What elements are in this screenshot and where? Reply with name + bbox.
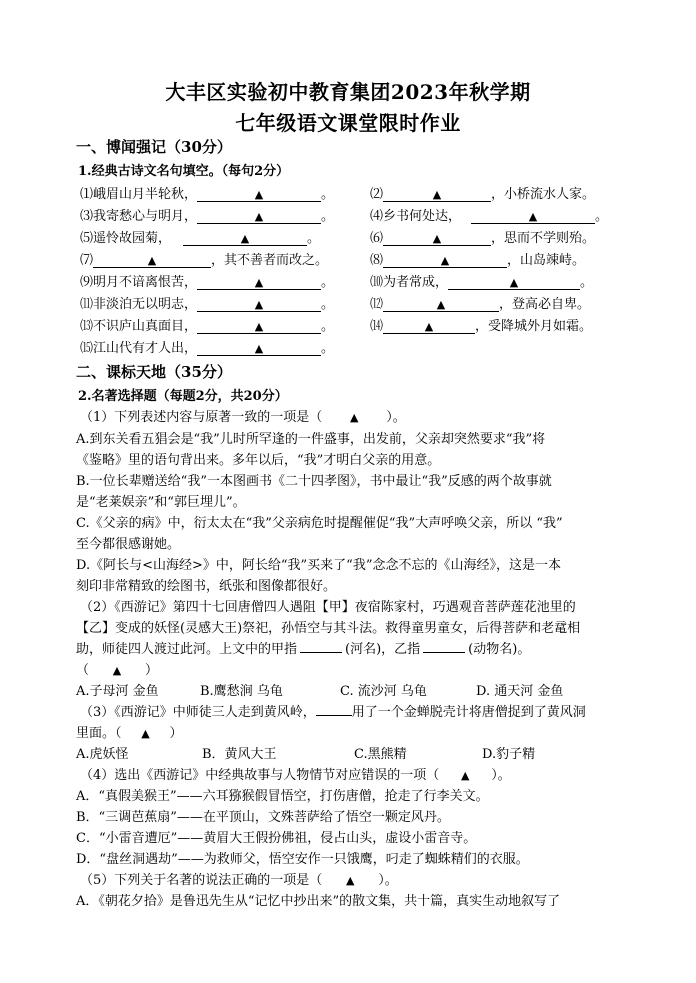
q2-1-option-c-cont: 至今都很感谢她。: [76, 537, 181, 552]
q2-4-option-a: A．“真假美猴王”——六耳猕猴假冒悟空，打伤唐僧，抢走了行李关文。: [76, 789, 489, 804]
option-d[interactable]: D.豹子精: [482, 747, 536, 762]
answer-blank[interactable]: ▲: [197, 341, 321, 356]
option-c[interactable]: C.黑熊精: [354, 747, 407, 762]
q2-1-option-c: C.《父亲的病》中，衍太太在“我”父亲病危时提醒催促“我”大声呼唤父亲，所以 “我”: [76, 516, 563, 531]
answer-blank[interactable]: ▲: [383, 297, 499, 312]
poem-1: ⑴峨眉山月半轮秋， ▲ 。: [80, 187, 335, 202]
answer-blank[interactable]: ▲: [383, 319, 475, 334]
answer-blank[interactable]: ▲: [197, 209, 321, 224]
poem-13: ⒀不识庐山真面目， ▲ 。: [80, 319, 335, 334]
section-1-heading: 一、博闻强记（30分）: [76, 138, 232, 156]
answer-blank[interactable]: ▲: [383, 187, 491, 202]
q2-heading: 2.名著选择题（每题2分，共20分）: [78, 389, 288, 404]
answer-blank[interactable]: ▲: [93, 253, 211, 268]
answer-blank[interactable]: ▲: [383, 253, 507, 268]
q2-4-option-d: D．“盘丝洞遇劫”——为救师父，悟空安作一只饿鹰，叼走了蜘蛛精们的衣服。: [76, 852, 529, 867]
answer-blank[interactable]: ▲: [197, 297, 321, 312]
q2-3-stem-line1: （3）《西游记》中师徒三人走到黄风岭， 用了一个金蝉脱壳计将唐僧捉到了黄风洞: [80, 701, 586, 720]
poem-8: ⑻ ▲ ，山岛竦峙。: [370, 253, 586, 268]
poem-2: ⑵ ▲ ，小桥流水人家。: [370, 187, 596, 202]
q1-heading: 1.经典古诗文名句填空。（每句2分）: [78, 164, 290, 179]
answer-blank[interactable]: [316, 701, 352, 716]
poem-11: ⑾非淡泊无以明志， ▲ 。: [80, 297, 335, 312]
option-a[interactable]: A.虎妖怪: [76, 747, 129, 762]
answer-blank[interactable]: ▲: [197, 319, 321, 334]
poem-7: ⑺ ▲ ，其不善者而改之。: [80, 253, 329, 268]
poem-4: ⑷乡书何处达， ▲ 。: [370, 209, 609, 224]
q2-2-stem-line1: （2）《西游记》第四十七回唐僧四人遇阻【甲】夜宿陈家村，巧遇观音菩萨莲花池里的: [80, 600, 576, 615]
answer-marker[interactable]: ▲: [461, 769, 470, 782]
answer-marker[interactable]: ▲: [112, 664, 122, 677]
answer-blank[interactable]: [423, 638, 465, 653]
option-a[interactable]: A.子母河 金鱼: [76, 684, 159, 699]
q2-5-stem: （5）下列关于名著的说法正确的一项是（ ▲ ）。: [80, 873, 398, 888]
section-2-heading: 二、课标天地（35分）: [76, 363, 232, 381]
answer-blank[interactable]: ▲: [383, 231, 491, 246]
q2-2-options: [76, 680, 563, 699]
q2-5-option-a: A．《朝花夕拾》是鲁迅先生从“记忆中抄出来”的散文集，共十篇，真实生动地叙写了: [76, 894, 561, 909]
q2-4-option-b: B．“三调芭蕉扇”——在平顶山，文殊菩萨给了悟空一颗定风丹。: [76, 810, 450, 825]
answer-blank[interactable]: ▲: [448, 275, 580, 290]
q2-1-stem: （1）下列表述内容与原著一致的一项是（ ▲ ）。: [80, 410, 406, 425]
answer-blank[interactable]: ▲: [471, 209, 595, 224]
answer-blank[interactable]: ▲: [197, 275, 321, 290]
poem-15: ⒂江山代有才人出， ▲ 。: [80, 341, 335, 356]
poem-14: ⒁ ▲ ，受降城外月如霜。: [370, 319, 593, 334]
poem-9: ⑼明月不谙离恨苦， ▲ 。: [80, 275, 335, 290]
answer-marker[interactable]: ▲: [141, 727, 150, 740]
q2-4-stem: （4）选出《西游记》中经典故事与人物情节对应错误的一项（ ▲ ）。: [80, 768, 511, 783]
q2-3-options: [76, 743, 535, 762]
q2-1-option-b: B.一位长辈赠送给“我”一本图画书《二十四孝图》，书中最让“我”反感的两个故事就: [76, 474, 552, 489]
q2-2-stem-line3: 助，师徒四人渡过此河。上文中的甲指 (河名)，乙指 (动物名)。: [76, 638, 530, 657]
q2-2-answer-paren: （ ▲ ）: [76, 663, 159, 678]
q2-2-stem-line2: 【乙】变成的妖怪(灵感大王)祭祀，孙悟空与其斗法。救得童男童女，后得菩萨和老鼋相: [76, 621, 581, 636]
option-d[interactable]: D. 通天河 金鱼: [476, 684, 564, 699]
q2-1-option-b-cont: 是“老莱娱亲”和“郭巨埋儿”。: [76, 495, 246, 510]
answer-blank[interactable]: [300, 638, 342, 653]
q2-1-option-a-cont: 《鉴略》里的语句背出来。多年以后，“我”才明白父亲的用意。: [76, 453, 441, 468]
option-c[interactable]: C. 流沙河 乌龟: [340, 684, 427, 699]
poem-10: ⑽为者常成， ▲ 。: [370, 275, 594, 290]
answer-blank[interactable]: ▲: [197, 187, 321, 202]
q2-4-option-c: C．“小雷音遭厄”——黄眉大王假扮佛祖，侵占山头，虚设小雷音寺。: [76, 831, 477, 846]
worksheet-title: 七年级语文课堂限时作业: [235, 111, 461, 135]
school-title: 大丰区实验初中教育集团2023年秋学期: [165, 80, 531, 104]
poem-12: ⑿ ▲ ，登高必自卑。: [370, 297, 591, 312]
q2-1-option-d-cont: 刻印非常精致的绘图书，纸张和图像都很好。: [76, 579, 337, 594]
poem-3: ⑶我寄愁心与明月， ▲ 。: [80, 209, 335, 224]
answer-blank[interactable]: ▲: [183, 231, 307, 246]
q2-1-option-a: A.到东关看五猖会是“我”儿时所罕逢的一件盛事，出发前，父亲却突然要求“我”将: [76, 432, 546, 447]
answer-marker[interactable]: ▲: [350, 411, 359, 424]
q2-1-option-d: D.《阿长与<山海经>》中，阿长给“我”买来了“我”念念不忘的《山海经》，这是一本: [76, 558, 561, 573]
poem-5: ⑸遥怜故园菊， ▲ 。: [80, 231, 321, 246]
option-b[interactable]: B.鹰愁涧 乌龟: [200, 684, 283, 699]
poem-6: ⑹ ▲ ，思而不学则殆。: [370, 231, 596, 246]
q2-3-stem-line2: 里面。（ ▲ ）: [76, 726, 183, 741]
option-b[interactable]: B．黄风大王: [202, 747, 277, 762]
answer-marker[interactable]: ▲: [346, 874, 355, 887]
